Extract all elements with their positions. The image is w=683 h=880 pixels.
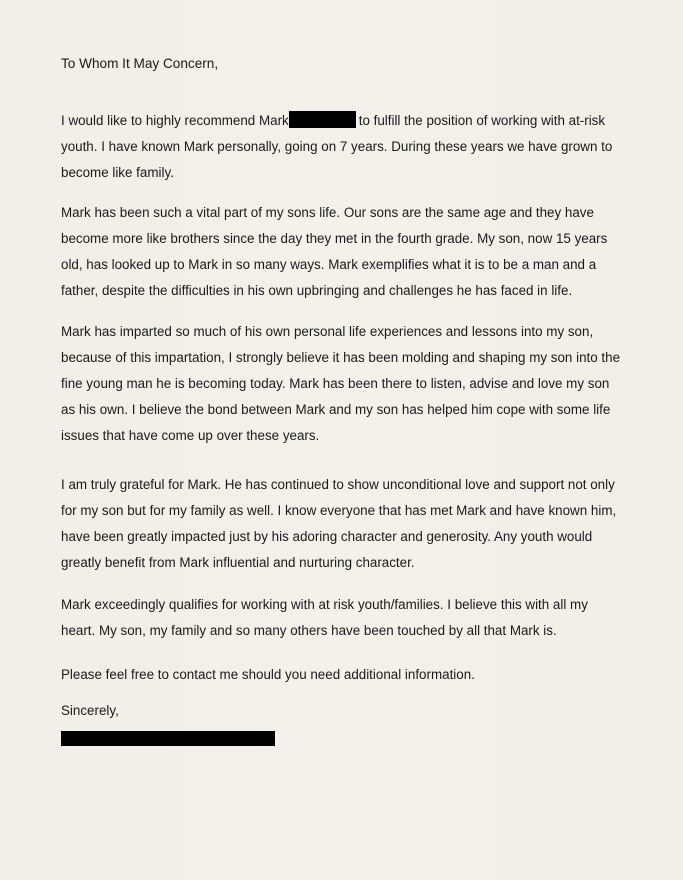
redacted-surname — [289, 111, 356, 128]
contact-line: Please feel free to contact me should you need additional information. — [61, 667, 475, 682]
paragraph-1-start: I would like to highly recommend Mark — [61, 113, 289, 128]
paragraph-5: Mark exceedingly qualifies for working with at risk youth/families. I believe this with all my heart. My son, my family and so many others have been touched by all that Mark is. — [61, 597, 588, 638]
paragraph-3: Mark has imparted so much of his own personal life experiences and lessons into my son, because of this impartation, I strongly believe it has been molding and shaping my son into the fine young man he is becoming today. Mark has been there to listen, advise and love my son as his own. I believe the bond between Mark and my son has helped him cope with some life issues that have come up over these years. — [61, 324, 621, 443]
paragraph-4: I am truly grateful for Mark. He has continued to show unconditional love and support not only for my son but for my family as well. I know everyone that has met Mark and have known him, have been greatly impacted just by his adoring character and generosity. Any youth would greatly benefit from Mark influential and nurturing character. — [61, 477, 617, 570]
paragraph-1 — [61, 108, 621, 186]
sign-off: Sincerely, — [61, 703, 119, 718]
salutation: To Whom It May Concern, — [61, 56, 219, 71]
redacted-signature — [61, 731, 275, 746]
paragraph-1-rest: to fulfill the position of working with at-risk youth. I have known Mark personally, going on 7 years. During these years we have grown to become like family. — [61, 113, 613, 180]
paragraph-2: Mark has been such a vital part of my sons life. Our sons are the same age and they have become more like brothers since the day they met in the fourth grade. My son, now 15 years old, has looked up to Mark in so many ways. Mark exemplifies what it is to be a man and a father, despite the difficulties in his own upbringing and challenges he has faced in life. — [61, 205, 608, 298]
